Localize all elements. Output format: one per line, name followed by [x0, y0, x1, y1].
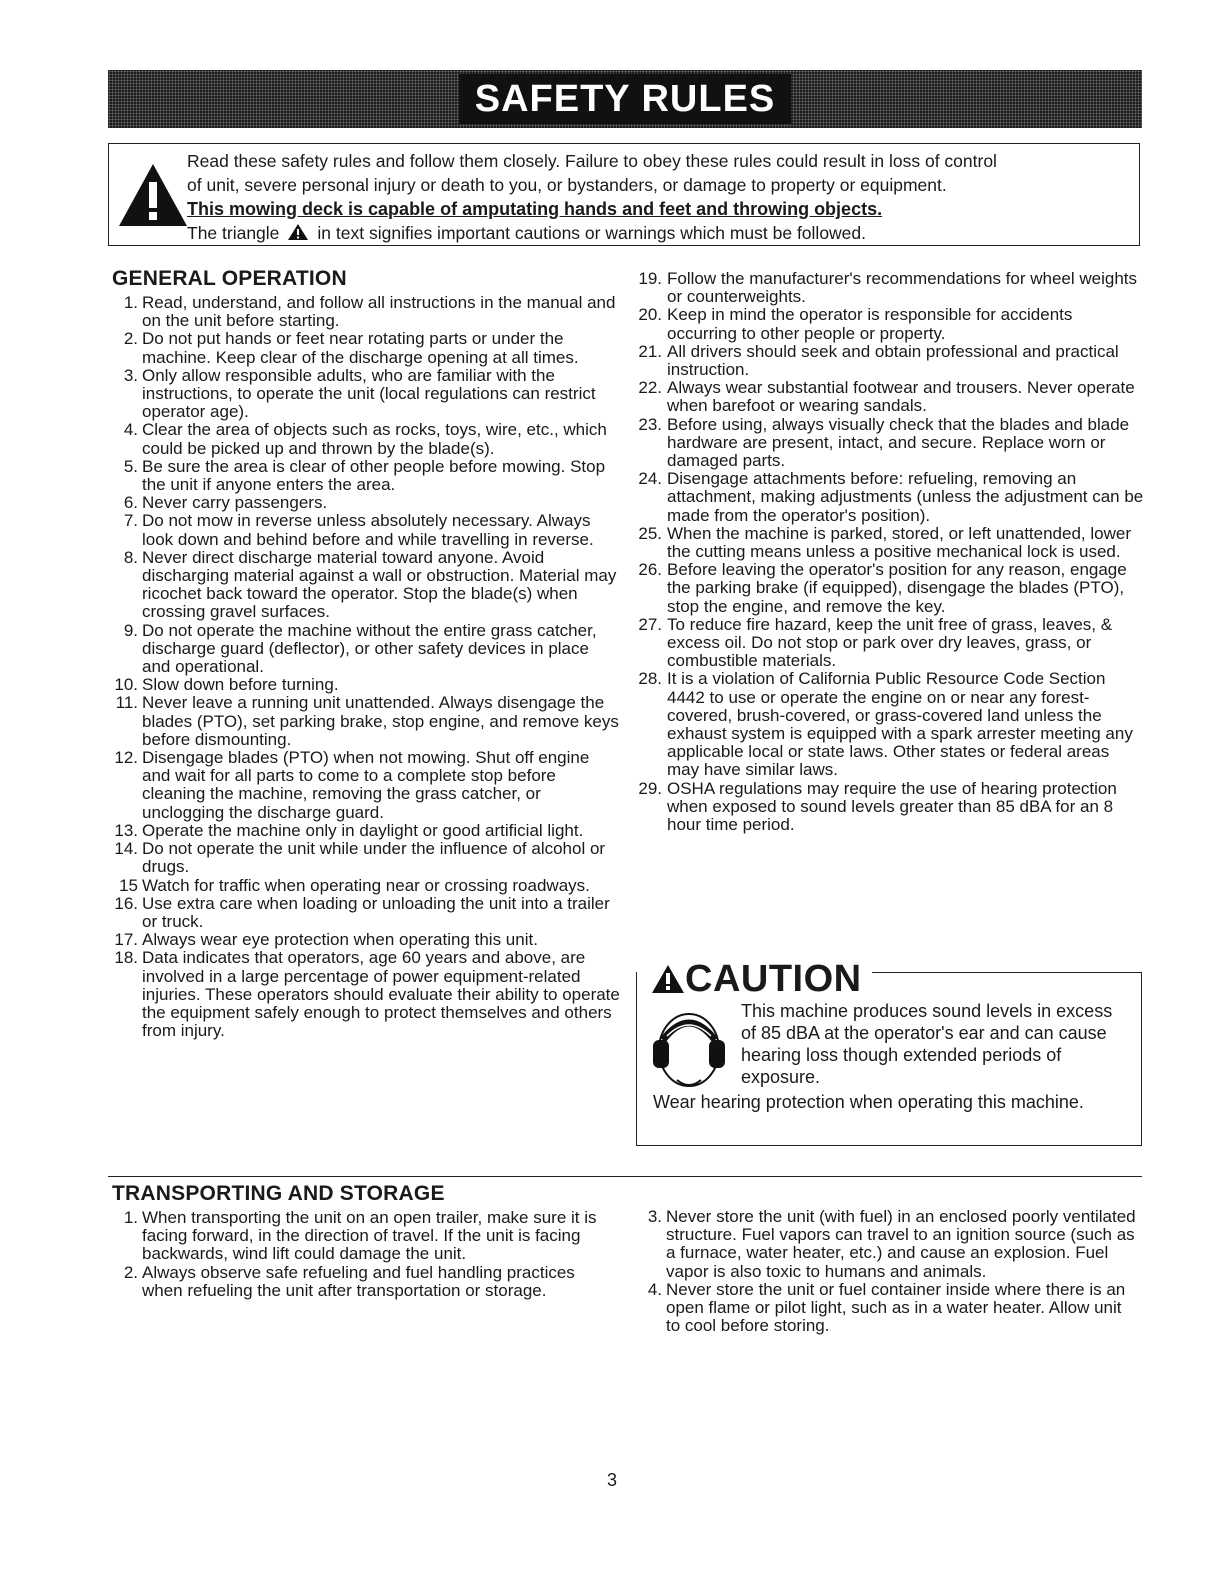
triangle-legend-after: in text signifies important cautions or warnings which must be followed.	[317, 223, 867, 243]
general-rules-list-right	[636, 270, 1146, 834]
hearing-protection-icon	[649, 1010, 729, 1092]
transport-list-left	[112, 1209, 612, 1300]
list-item: 19. Follow the manufacturer's recommendations for wheel weights or counterweights.	[638, 269, 1138, 307]
list-item: 28. It is a violation of California Public Resource Code Section 4442 to use or operate the engine on or near any forest-covered, brush-covered, or grass-covered land unless the exhaust system is equipped with a spark arrester meeting any applicable local or state laws. Other states or federal areas may have similar laws.	[638, 669, 1133, 780]
notice-line-1: Read these safety rules and follow them closely. Failure to obey these rules could result in loss of control	[187, 151, 997, 171]
list-item: 11. Never leave a running unit unattended. Always disengage the blades (PTO), set parking brake, stop engine, and remove keys before dismounting.	[115, 693, 619, 749]
list-item: 14. Do not operate the unit while under the influence of alcohol or drugs.	[114, 839, 606, 877]
transport-right-column	[636, 1208, 1136, 1335]
list-item: 26. Before leaving the operator's position for any reason, engage the parking brake (if equipped), disengage the blades (PTO), stop the engine, and remove the key.	[638, 560, 1127, 616]
list-item: 23. Before using, always visually check that the blades and blade hardware are present, intact, and secure. Replace worn or damaged parts.	[638, 414, 1130, 471]
list-item: 2. Do not put hands or feet near rotating parts or under the machine. Keep clear of the discharge opening at all times.	[123, 329, 579, 367]
title-banner	[108, 70, 1142, 128]
amputation-warning: This mowing deck is capable of amputating hands and feet and throwing objects.	[187, 199, 883, 219]
notice-line-2: of unit, severe personal injury or death to you, or bystanders, or damage to property or equipment.	[187, 175, 947, 195]
page-title: SAFETY RULES	[459, 74, 792, 124]
caution-title: CAUTION	[685, 958, 862, 1000]
list-item: 25. When the machine is parked, stored, or left unattended, lower the cutting means unless a positive mechanical lock is used.	[638, 523, 1131, 562]
list-item: 5. Be sure the area is clear of other people before mowing. Stop the unit if anyone enters the area.	[123, 456, 606, 495]
transport-left-column	[112, 1183, 612, 1300]
triangle-legend-before: The triangle	[187, 223, 280, 243]
list-item: 15 Watch for traffic when operating near or crossing roadways.	[119, 875, 590, 895]
list-item: 3. Never store the unit (with fuel) in an enclosed poorly ventilated structure. Fuel vapors can travel to an ignition source (such as a furnace, water heater, etc.) and cause an explosion. Fuel vapor is also toxic to humans and animals.	[647, 1207, 1136, 1281]
list-item: 4. Never store the unit or fuel container inside where there is an open flame or pilot light, such as in a water heater. Allow unit to cool before storing.	[647, 1279, 1126, 1336]
section-divider	[108, 1176, 1142, 1177]
warning-triangle-inline-icon	[287, 223, 309, 241]
general-operation-heading: GENERAL OPERATION	[112, 267, 347, 290]
transport-heading: TRANSPORTING AND STORAGE	[112, 1182, 445, 1205]
list-item: 10. Slow down before turning.	[114, 675, 339, 695]
page-number: 3	[606, 1470, 617, 1490]
warning-triangle-icon	[117, 162, 189, 228]
list-item: 13. Operate the machine only in daylight or good artificial light.	[114, 820, 584, 840]
caution-header	[637, 960, 872, 998]
safety-notice-box	[108, 143, 1140, 246]
list-item: 18. Data indicates that operators, age 60 years and above, are involved in a large percentage of power equipment-related injuries. These operators should evaluate their ability to operate the equipment safely enough to protect themselves and others from injury.	[114, 948, 620, 1041]
list-item: 22. Always wear substantial footwear and trousers. Never operate when barefoot or wearing sandals.	[638, 378, 1135, 416]
transport-list-right	[636, 1208, 1136, 1335]
list-item: 17. Always wear eye protection when operating this unit.	[114, 930, 538, 950]
list-item: 2. Always observe safe refueling and fuel handling practices when refueling the unit after transportation or storage.	[123, 1262, 575, 1300]
caution-body: This machine produces sound levels in excess of 85 dBA at the operator's ear and can cause hearing loss though extended periods of exposure.	[741, 1001, 1113, 1087]
caution-box	[636, 958, 1142, 1146]
list-item: 12. Disengage blades (PTO) when not mowing. Shut off engine and wait for all parts to come to a complete stop before cleaning the machine, removing the grass catcher, or unclogging the discharge guard.	[114, 748, 590, 822]
list-item: 7. Do not mow in reverse unless absolutely necessary. Always look down and behind before and while travelling in reverse.	[123, 511, 594, 549]
list-item: 4. Clear the area of objects such as rocks, toys, wire, etc., which could be picked up and thrown by the blade(s).	[123, 420, 607, 458]
list-item: 24. Disengage attachments before: refueling, removing an attachment, making adjustments (unless the adjustment can be made from the operator's position).	[638, 469, 1144, 525]
caution-footer: Wear hearing protection when operating this machine.	[653, 1092, 1084, 1112]
notice-text	[187, 149, 1131, 245]
list-item: 9. Do not operate the machine without the entire grass catcher, discharge guard (deflector), or other safety devices in place and operational.	[123, 620, 597, 677]
list-item: 6. Never carry passengers.	[123, 493, 328, 513]
list-item: 27. To reduce fire hazard, keep the unit free of grass, leaves, & excess oil. Do not stop or park over dry leaves, grass, or combustible materials.	[638, 614, 1113, 671]
list-item: 29. OSHA regulations may require the use of hearing protection when exposed to sound levels greater than 85 dBA for an 8 hour time period.	[638, 778, 1117, 835]
general-operation-right-column	[636, 270, 1146, 834]
general-operation-left-column	[112, 268, 620, 1040]
list-item: 20. Keep in mind the operator is responsible for accidents occurring to other people or property.	[638, 305, 1073, 343]
list-item: 1. Read, understand, and follow all instructions in the manual and on the unit before starting.	[123, 293, 616, 331]
list-item: 16. Use extra care when loading or unloading the unit into a trailer or truck.	[114, 893, 610, 931]
list-item: 1. When transporting the unit on an open trailer, make sure it is facing forward, in the direction of travel. If the unit is facing backwards, wind lift could damage the unit.	[123, 1208, 597, 1264]
list-item: 8. Never direct discharge material toward anyone. Avoid discharging material against a wall or obstruction. Material may ricochet back toward the operator. Stop the blade(s) when crossing gravel surfaces.	[123, 547, 617, 622]
triangle-legend	[187, 221, 1131, 245]
list-item: 3. Only allow responsible adults, who are familiar with the instructions, to operate the unit (local regulations can restrict operator age).	[123, 365, 596, 422]
warning-triangle-icon	[651, 964, 685, 994]
list-item: 21. All drivers should seek and obtain professional and practical instruction.	[638, 341, 1119, 380]
general-rules-list-left	[112, 294, 620, 1040]
